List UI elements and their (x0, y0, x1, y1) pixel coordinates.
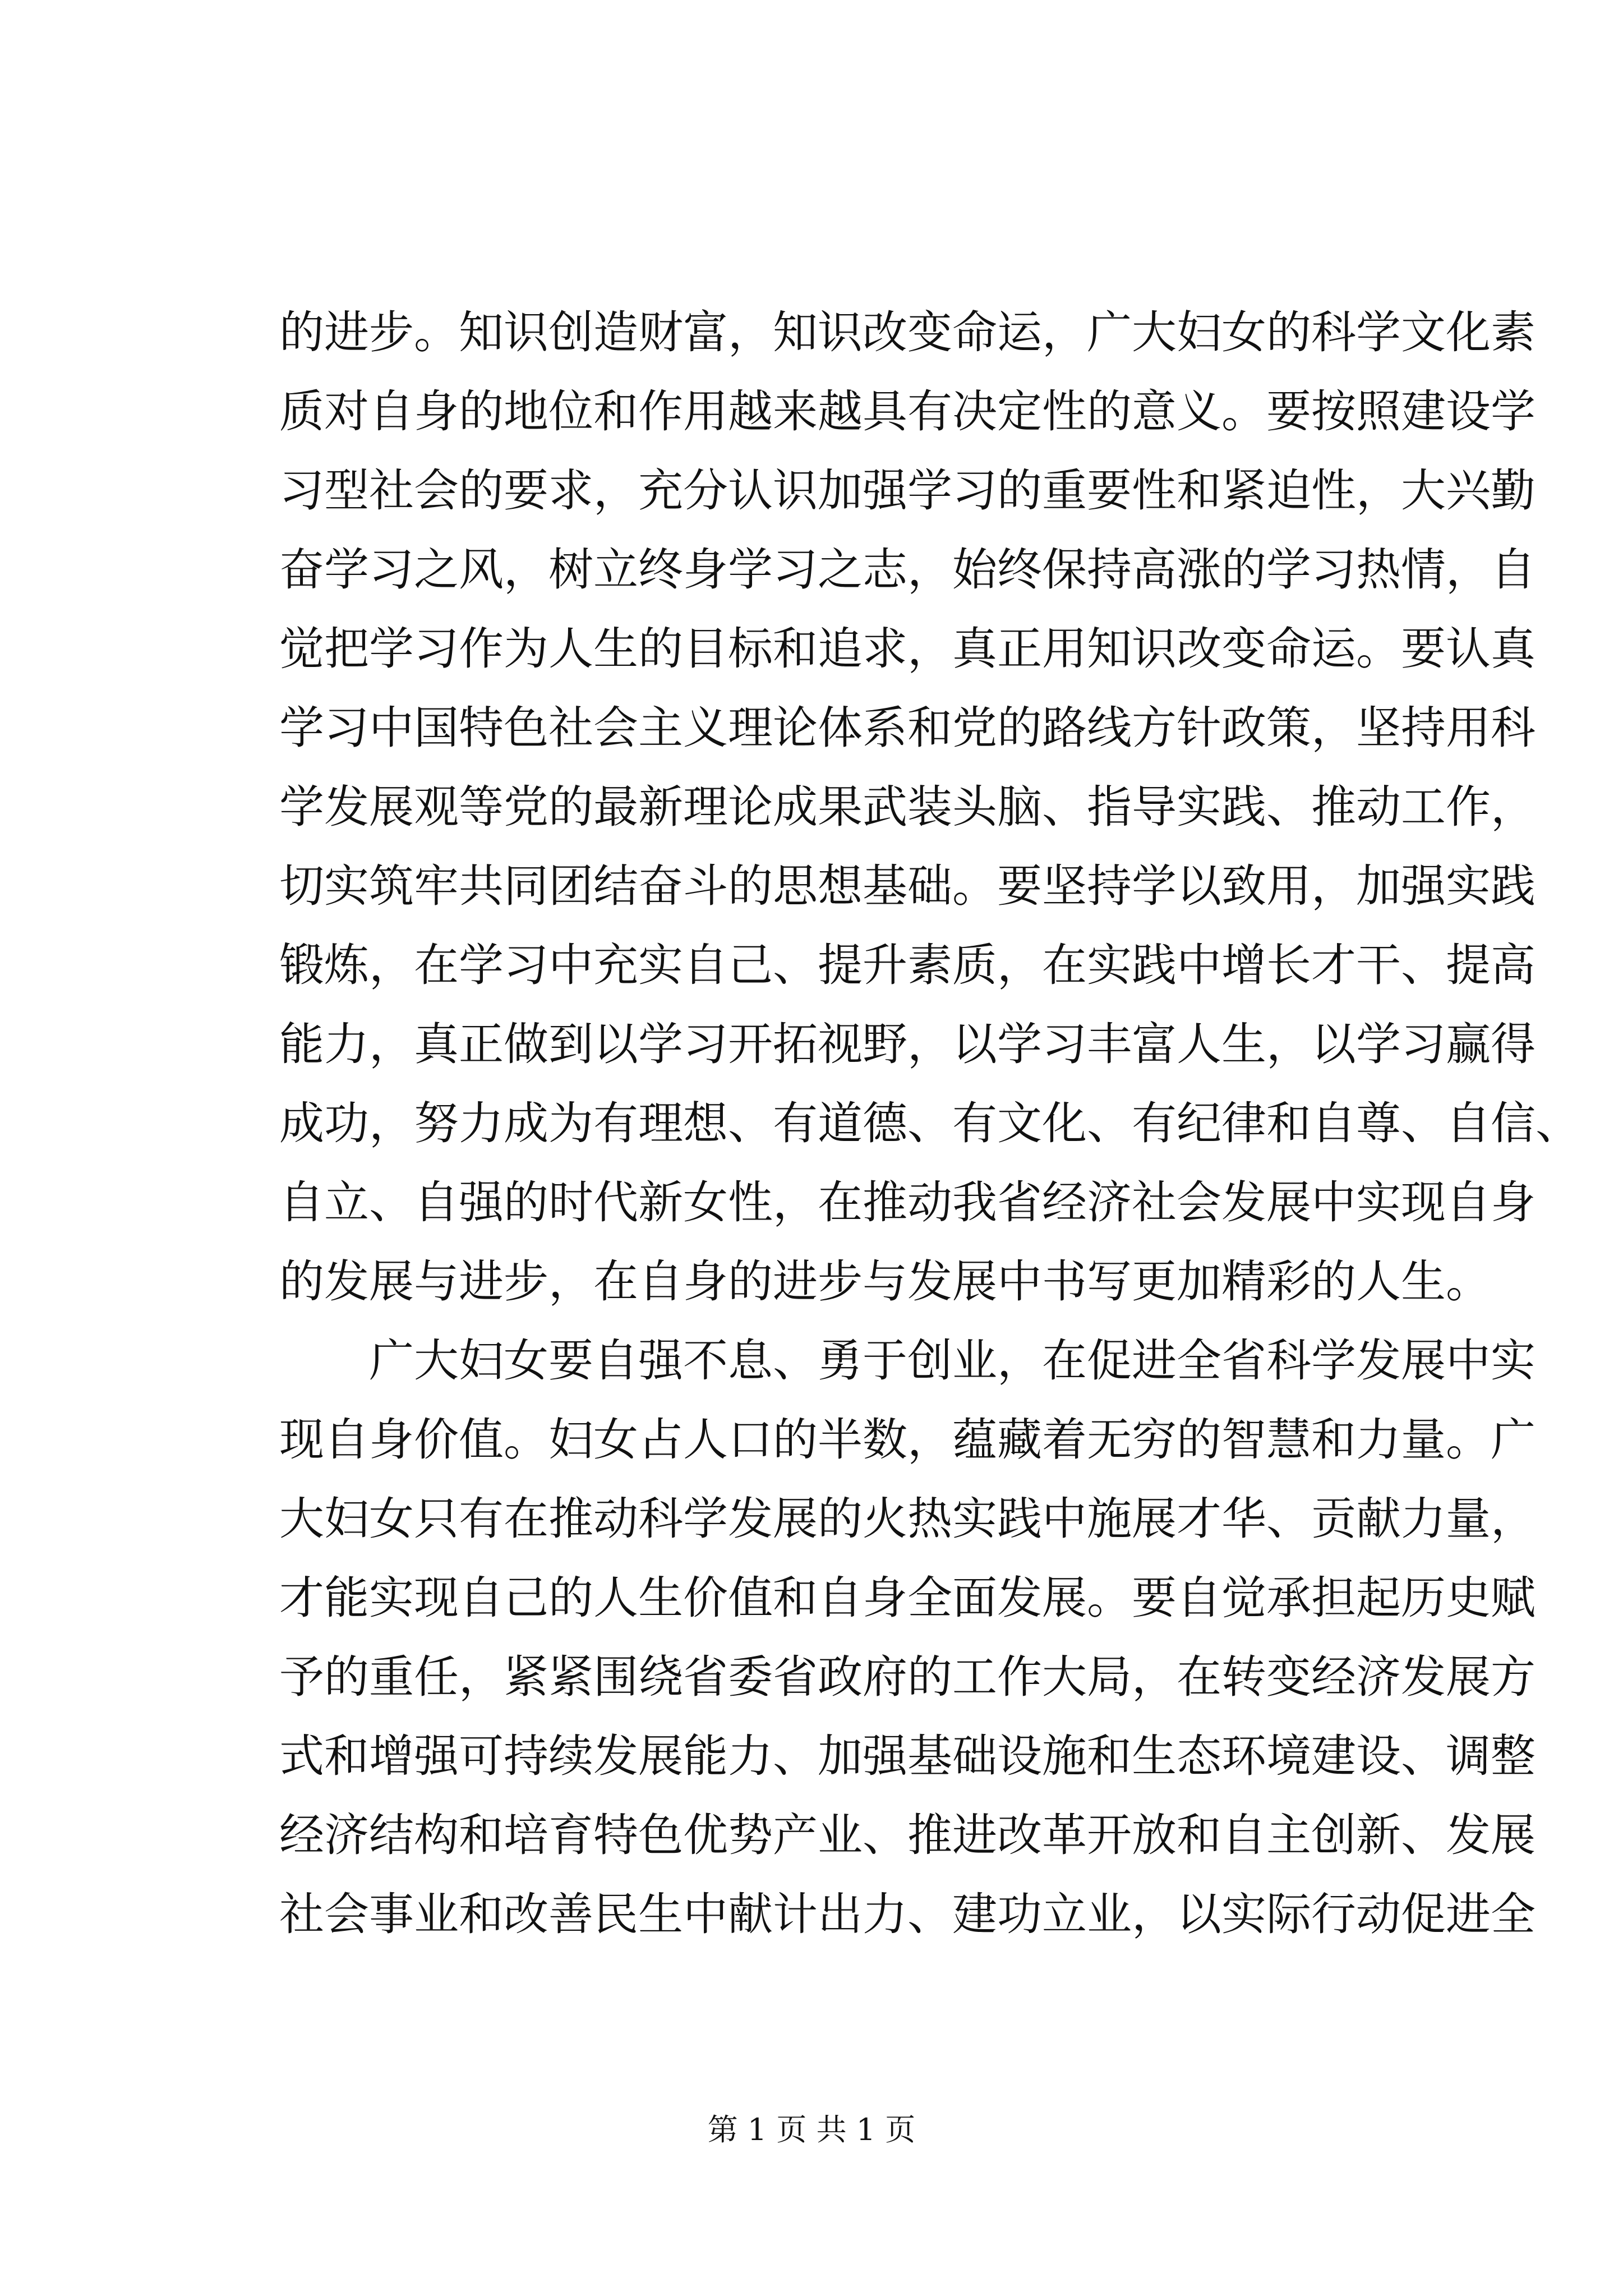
text-line: 的进步。知识创造财富，知识改变命运，广大妇女的科学文化素 (279, 306, 1536, 358)
text-line: 社会事业和改善民生中献计出力、建功立业，以实际行动促进全 (279, 1888, 1536, 1940)
text-line: 自立、自强的时代新女性，在推动我省经济社会发展中实现自身 (279, 1176, 1536, 1228)
text-line: 的发展与进步，在自身的进步与发展中书写更加精彩的人生。 (279, 1255, 1491, 1308)
text-line: 觉把学习作为人生的目标和追求，真正用知识改变命运。要认真 (279, 623, 1536, 675)
text-line: 切实筑牢共同团结奋斗的思想基础。要坚持学以致用，加强实践 (279, 860, 1536, 912)
text-line: 经济结构和培育特色优势产业、推进改革开放和自主创新、发展 (279, 1809, 1536, 1861)
text-line: 锻炼，在学习中充实自己、提升素质，在实践中增长才干、提高 (279, 939, 1536, 991)
text-line: 学发展观等党的最新理论成果武装头脑、指导实践、推动工作， (279, 781, 1536, 833)
text-line: 学习中国特色社会主义理论体系和党的路线方针政策，坚持用科 (279, 702, 1536, 754)
text-line: 质对自身的地位和作用越来越具有决定性的意义。要按照建设学 (279, 385, 1536, 438)
text-line: 才能实现自己的人生价值和自身全面发展。要自觉承担起历史赋 (279, 1572, 1536, 1624)
text-line: 能力，真正做到以学习开拓视野，以学习丰富人生，以学习赢得 (279, 1018, 1536, 1070)
paragraph-first-line: 广大妇女要自强不息、勇于创业，在促进全省科学发展中实 (369, 1335, 1536, 1387)
text-line: 成功，努力成为有理想、有道德、有文化、有纪律和自尊、自信、 (279, 1097, 1580, 1149)
page-footer: 第 1 页 共 1 页 (707, 2112, 916, 2147)
text-line: 习型社会的要求，充分认识加强学习的重要性和紧迫性，大兴勤 (279, 464, 1536, 517)
text-line: 大妇女只有在推动科学发展的火热实践中施展才华、贡献力量， (279, 1493, 1536, 1545)
text-line: 奋学习之风，树立终身学习之志，始终保持高涨的学习热情，自 (279, 544, 1536, 596)
text-line: 予的重任，紧紧围绕省委省政府的工作大局，在转变经济发展方 (279, 1651, 1536, 1703)
text-line: 现自身价值。妇女占人口的半数，蕴藏着无穷的智慧和力量。广 (279, 1414, 1536, 1466)
text-line: 式和增强可持续发展能力、加强基础设施和生态环境建设、调整 (279, 1730, 1536, 1782)
document-body (279, 293, 1580, 1954)
